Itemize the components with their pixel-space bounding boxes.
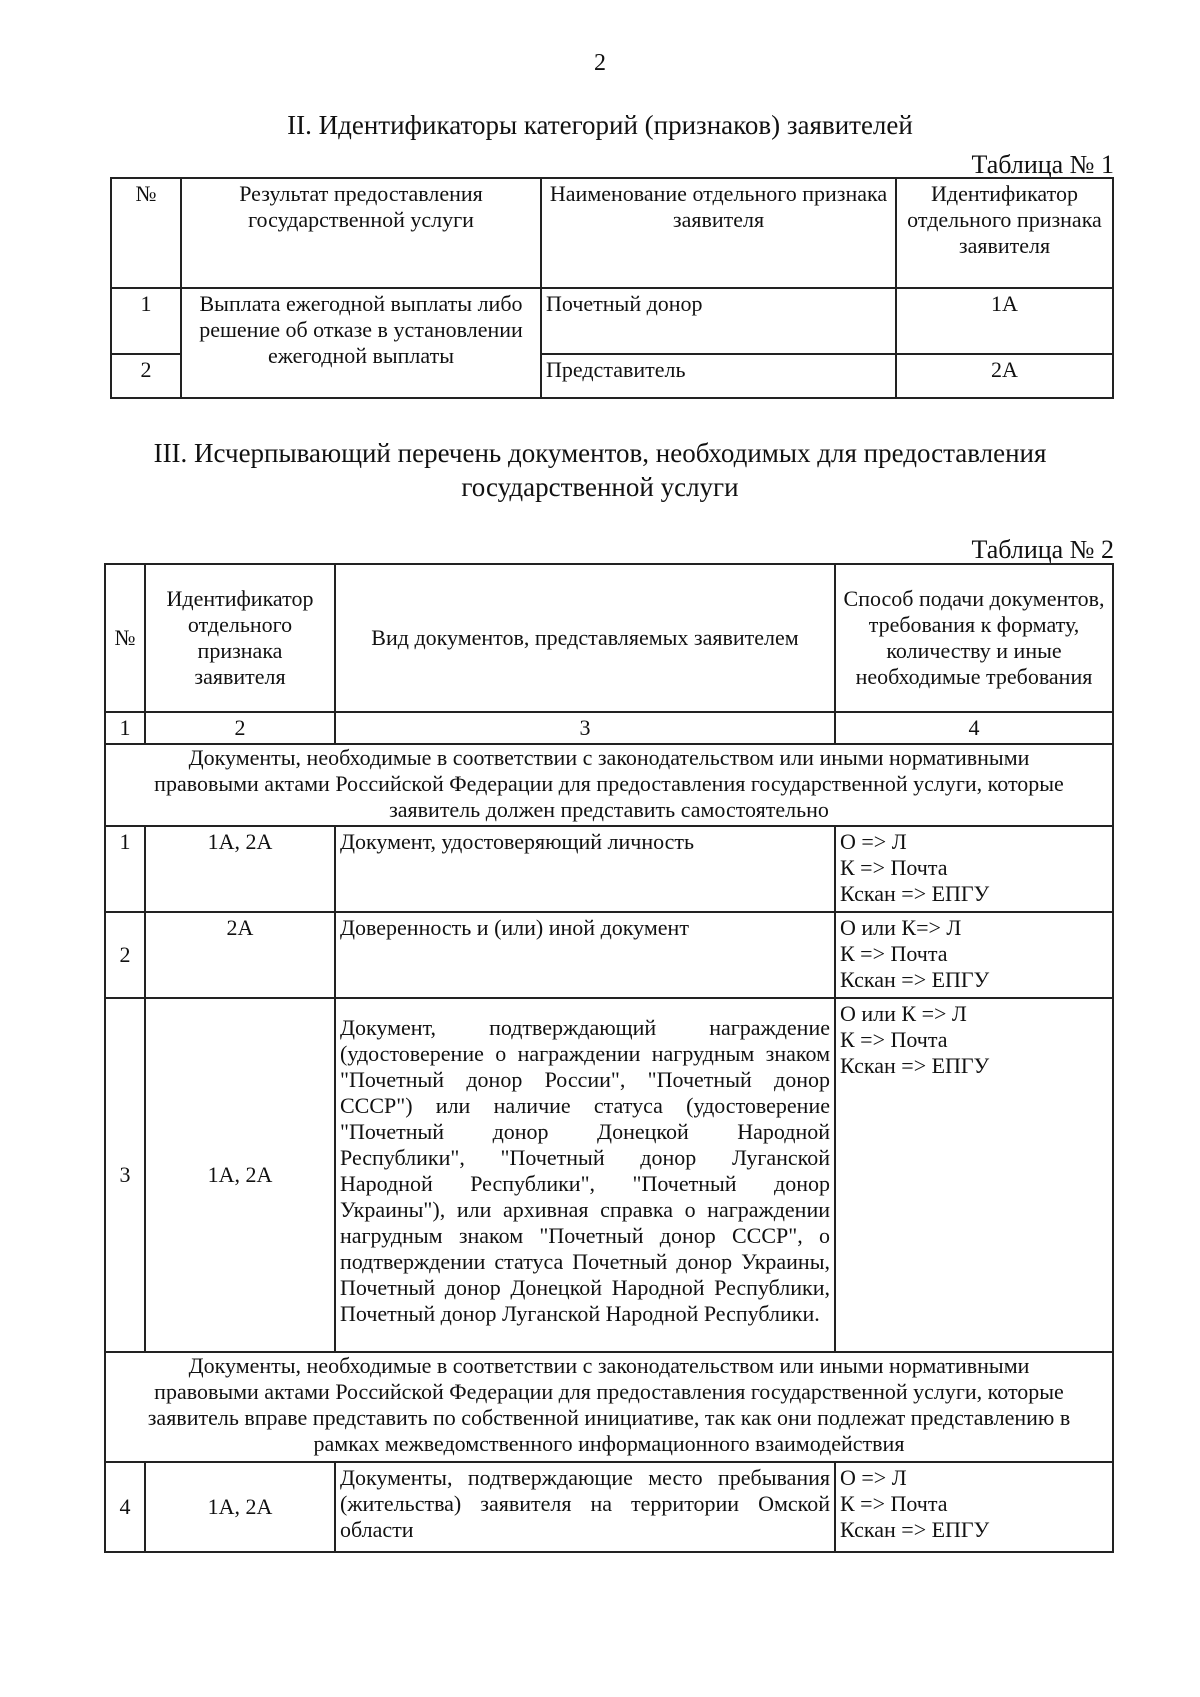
t2-row-1-doc: Документ, удостоверяющий личность (335, 826, 835, 912)
table-2 (104, 563, 1114, 1553)
t1-row-2-num: 2 (111, 354, 181, 398)
t2-row-1-id: 1А, 2А (145, 826, 335, 912)
t2-row-3-doc: Документ, подтверждающий награждение (удостоверение о награждении нагрудным знаком "Почетный донор России", "Почетный донор СССР") или наличие статуса (удостоверение "Почетный донор Донецкой Народной Республики", "Почетный донор Луганской Народной Республики", "Почетный донор Украины"), или архивная справка о награждении нагрудным знаком "Почетный донор СССР", о подтверждении статуса Почетный донор Украины, Почетный донор Донецкой Народной Республики, Почетный донор Луганской Народной Республики. (335, 998, 835, 1352)
t2-row-4-doc: Документы, подтверждающие место пребывания (жительства) заявителя на территории Омской области (335, 1462, 835, 1552)
t2-colnum-3: 3 (335, 712, 835, 744)
t2-row-1-num: 1 (105, 826, 145, 912)
t2-row-3-num: 3 (105, 998, 145, 1352)
t1-header-result: Результат предоставления государственной услуги (181, 178, 541, 288)
t1-header-id: Идентификатор отдельного признака заявителя (896, 178, 1113, 288)
t2-header-num: № (105, 564, 145, 712)
t2-colnum-1: 1 (105, 712, 145, 744)
t2-row-3-id: 1А, 2А (145, 998, 335, 1352)
t2-header-docs: Вид документов, представляемых заявителем (335, 564, 835, 712)
t2-row-2-method (835, 912, 1113, 998)
t2-group-1-heading: Документы, необходимые в соответствии с законодательством или иными нормативными правовыми актами Российской Федерации для предоставления государственной услуги, которые заявитель должен представить самостоятельно (105, 744, 1113, 826)
t2-colnum-2: 2 (145, 712, 335, 744)
t2-row-2-method-2: К => Почта (840, 941, 948, 966)
table-1 (110, 177, 1114, 399)
t2-row-1-method (835, 826, 1113, 912)
t2-row-3-method (835, 998, 1113, 1352)
t2-row-3-method-1: О или К => Л (840, 1001, 967, 1026)
t1-row-2-id: 2А (896, 354, 1113, 398)
t2-row-4-method-2: К => Почта (840, 1491, 948, 1516)
t1-row-1-num: 1 (111, 288, 181, 354)
t2-row-4-method (835, 1462, 1113, 1552)
t2-row-1-method-1: О => Л (840, 829, 907, 854)
section-3-title-line-2: государственной услуги (461, 472, 739, 502)
t1-header-name: Наименование отдельного признака заявителя (541, 178, 896, 288)
t2-row-3-method-2: К => Почта (840, 1027, 948, 1052)
t2-row-2-method-1: О или К=> Л (840, 915, 962, 940)
t1-header-num: № (111, 178, 181, 288)
t2-row-2-doc: Доверенность и (или) иной документ (335, 912, 835, 998)
t2-colnum-4: 4 (835, 712, 1113, 744)
t2-row-1-method-3: Кскан => ЕПГУ (840, 881, 990, 906)
t2-row-1-method-2: К => Почта (840, 855, 948, 880)
t2-row-2-num: 2 (105, 912, 145, 998)
t2-row-4-id: 1А, 2А (145, 1462, 335, 1552)
t2-group-2-heading: Документы, необходимые в соответствии с законодательством или иными нормативными правовыми актами Российской Федерации для предоставления государственной услуги, которые заявитель вправе представить по собственной инициативе, так как они подлежат представлению в рамках межведомственного информационного взаимодействия (105, 1352, 1113, 1462)
section-2-title: II. Идентификаторы категорий (признаков) заявителей (287, 110, 913, 140)
t1-result-cell: Выплата ежегодной выплаты либо решение об отказе в установлении ежегодной выплаты (181, 288, 541, 398)
t2-row-4-method-3: Кскан => ЕПГУ (840, 1517, 990, 1542)
t2-row-4-method-1: О => Л (840, 1465, 907, 1490)
table-2-caption: Таблица № 2 (971, 535, 1114, 564)
page-number: 2 (594, 50, 606, 76)
t2-row-3-method-3: Кскан => ЕПГУ (840, 1053, 990, 1078)
t2-header-method: Способ подачи документов, требования к формату, количеству и иные необходимые требования (835, 564, 1113, 712)
t2-header-id: Идентификатор отдельного признака заявителя (145, 564, 335, 712)
t2-row-4-num: 4 (105, 1462, 145, 1552)
t1-row-2-name: Представитель (541, 354, 896, 398)
t1-row-1-id: 1А (896, 288, 1113, 354)
table-1-caption: Таблица № 1 (971, 150, 1114, 179)
t1-row-1-name: Почетный донор (541, 288, 896, 354)
section-3-title-line-1: III. Исчерпывающий перечень документов, необходимых для предоставления (153, 438, 1047, 468)
t2-row-2-method-3: Кскан => ЕПГУ (840, 967, 990, 992)
t2-row-2-id: 2А (145, 912, 335, 998)
